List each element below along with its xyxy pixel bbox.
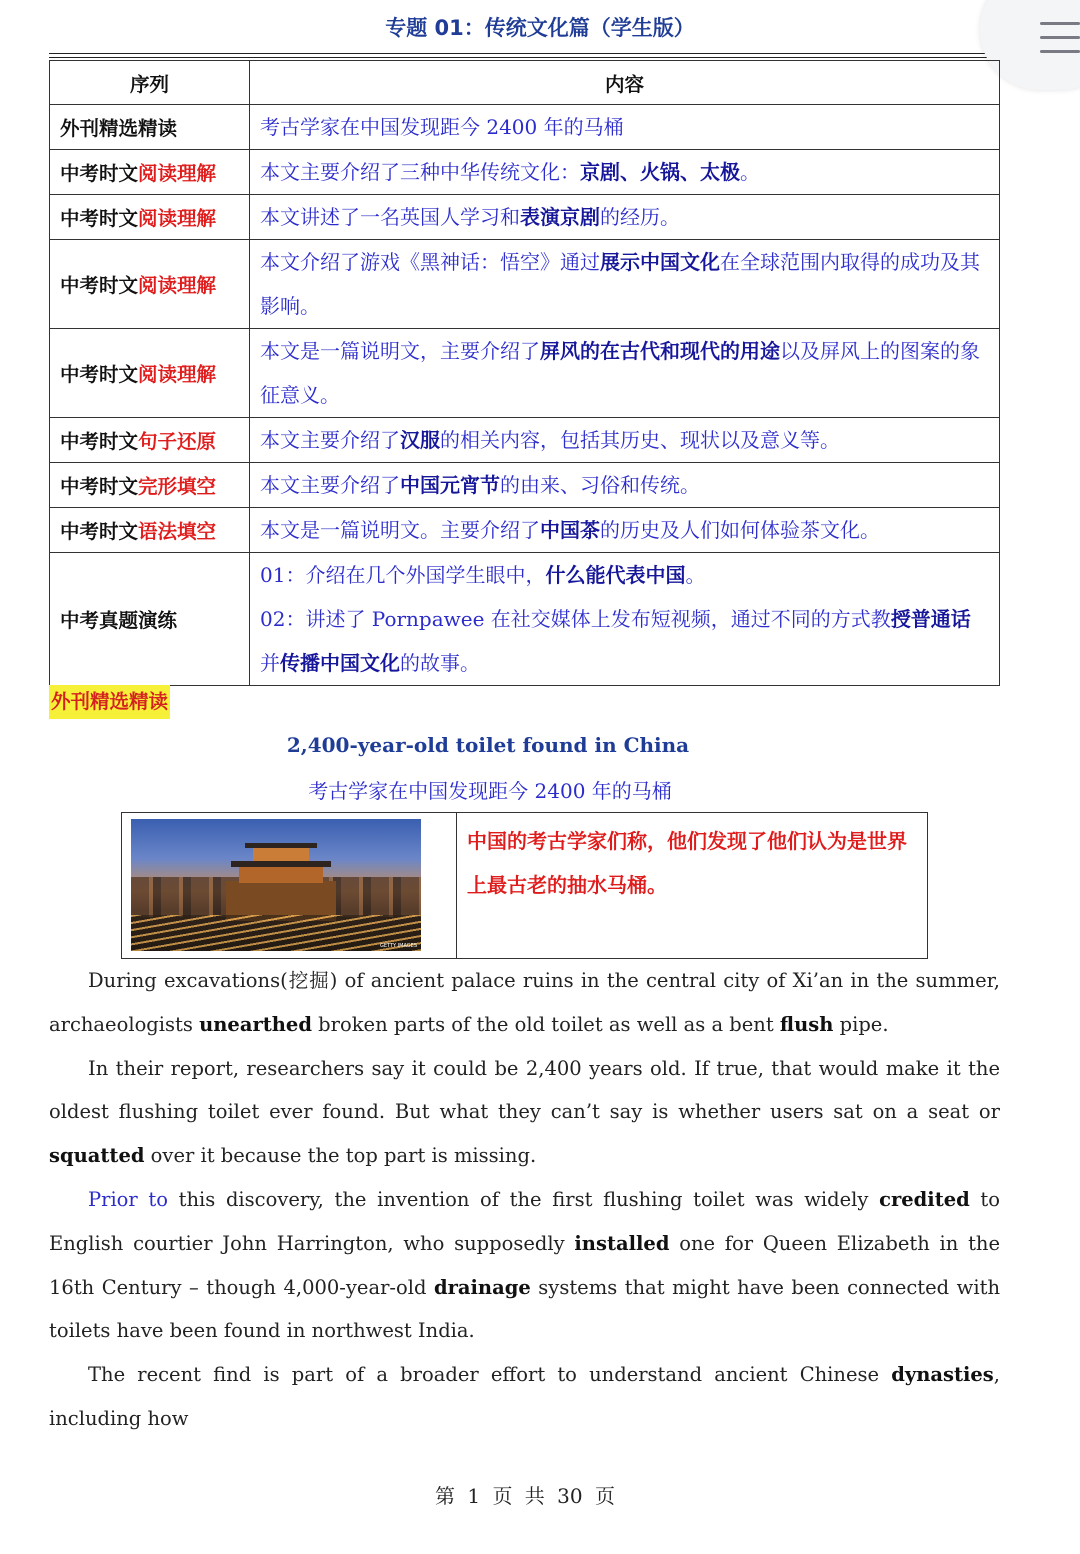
row-content — [250, 418, 1000, 463]
contents-table — [49, 60, 1000, 686]
content-text: 01：介绍在几个外国学生眼中， — [260, 563, 546, 587]
content-text: 本文是一篇说明文。主要介绍了 — [260, 518, 540, 542]
vocab-word: credited — [879, 1187, 970, 1211]
intro-summary: 中国的考古学家们称，他们发现了他们认为是世界上最古老的抽水马桶。 — [467, 829, 907, 897]
seq-label: 中考时文 — [60, 475, 139, 498]
article-paragraph — [49, 1353, 1000, 1441]
table-row — [50, 150, 1000, 195]
seq-label: 中考时文 — [60, 274, 139, 297]
table-row — [50, 418, 1000, 463]
content-text: 。 — [740, 160, 760, 184]
content-text: 的历史及人们如何体验茶文化。 — [600, 518, 880, 542]
content-keyword: 什么能代表中国 — [545, 563, 686, 587]
content-keyword: 传播中国文化 — [280, 651, 400, 675]
content-text: 本文讲述了一名英国人学习和 — [260, 205, 520, 229]
table-row — [50, 195, 1000, 240]
vocab-word: squatted — [49, 1144, 145, 1168]
table-row — [50, 508, 1000, 553]
row-content — [250, 553, 1000, 686]
content-text: 的由来、习俗和传统。 — [500, 473, 700, 497]
row-content — [250, 240, 1000, 329]
paragraph-text: pipe. — [833, 1012, 889, 1036]
content-keyword: 京剧、火锅、太极 — [580, 160, 740, 184]
table-row — [50, 553, 1000, 686]
row-seq — [50, 240, 250, 329]
seq-type: 阅读理解 — [138, 274, 217, 297]
vocab-word: flush — [779, 1012, 834, 1036]
article-paragraph — [49, 1178, 1000, 1353]
menu-icon — [1040, 22, 1080, 25]
table-row — [50, 105, 1000, 150]
title-rule — [49, 53, 989, 54]
content-text: 的相关内容，包括其历史、现状以及意义等。 — [440, 428, 840, 452]
content-line — [260, 553, 989, 597]
page-title: 专题 01：传统文化篇（学生版） — [385, 16, 695, 40]
seq-label: 中考时文 — [60, 430, 139, 453]
content-text: 本文主要介绍了 — [260, 428, 400, 452]
xian-bell-tower-photo — [131, 819, 421, 951]
title-rule — [49, 57, 989, 58]
content-text: 在全球范围内取得的成功及其影响。 — [260, 250, 980, 318]
row-seq — [50, 508, 250, 553]
content-text: 本文是一篇说明文，主要介绍了 — [260, 339, 540, 363]
section-tag: 外刊精选精读 — [49, 685, 170, 719]
paragraph-text: broken parts of the old toilet as well as a bent — [311, 1012, 780, 1036]
content-text: 考古学家在中国发现距今 2400 年的马桶 — [260, 115, 624, 139]
content-line — [260, 597, 989, 685]
column-header-content: 内容 — [250, 61, 1000, 105]
seq-label: 中考时文 — [60, 520, 139, 543]
paragraph-text: this discovery, the invention of the first flushing toilet was widely — [167, 1187, 880, 1211]
menu-icon — [1040, 36, 1080, 39]
content-text: 以及屏风上的图案的象征意义。 — [260, 339, 980, 407]
seq-type: 句子还原 — [138, 430, 217, 453]
row-content — [250, 329, 1000, 418]
paragraph-text: to English courtier John Harrington, who supposedly — [49, 1187, 1001, 1255]
article-paragraph — [49, 1047, 1000, 1178]
article-title-zh: 考古学家在中国发现距今 2400 年的马桶 — [308, 779, 672, 803]
vocab-word: dynasties — [891, 1363, 994, 1387]
content-text: 。 — [685, 563, 706, 587]
seq-label: 中考时文 — [60, 363, 139, 386]
seq-type: 完形填空 — [138, 475, 217, 498]
paragraph-text: systems that might have been connected with toilets have been found in northwest India. — [49, 1275, 1000, 1343]
row-seq — [50, 105, 250, 150]
row-seq — [50, 195, 250, 240]
photo-credit: GETTY IMAGES — [379, 943, 417, 949]
content-keyword: 中国元宵节 — [400, 473, 500, 497]
content-keyword: 表演京剧 — [520, 205, 600, 229]
content-keyword: 展示中国文化 — [600, 250, 720, 274]
seq-type: 阅读理解 — [138, 162, 217, 185]
seq-label: 中考时文 — [60, 207, 139, 230]
seq-label: 中考时文 — [60, 162, 139, 185]
content-text: 本文主要介绍了三种中华传统文化： — [260, 160, 580, 184]
article-paragraph — [49, 959, 1000, 1047]
seq-type: 阅读理解 — [138, 207, 217, 230]
row-seq — [50, 463, 250, 508]
article-title-en: 2,400-year-old toilet found in China — [286, 733, 690, 757]
paragraph-text: During excavations(挖掘) of ancient palace ruins in the central city of Xi’an in the summer, archaeologists — [49, 969, 1000, 1036]
paragraph-text: , including how — [49, 1363, 1000, 1430]
page-indicator: 第 1 页 共 30 页 — [435, 1484, 615, 1508]
content-keyword: 屏风的在古代和现代的用途 — [540, 339, 780, 363]
content-text: 的故事。 — [400, 651, 480, 675]
paragraph-text: one for Queen Elizabeth in the 16th Century – though 4,000-year-old — [49, 1231, 1000, 1299]
content-text: 02：讲述了 Pornpawee 在社交媒体上发布短视频，通过不同的方式教 — [260, 607, 891, 631]
content-text: 并 — [260, 651, 280, 675]
content-keyword: 中国茶 — [540, 518, 600, 542]
row-seq — [50, 418, 250, 463]
row-content — [250, 105, 1000, 150]
seq-label: 外刊精选精读 — [60, 117, 178, 140]
row-content — [250, 195, 1000, 240]
content-keyword: 汉服 — [400, 428, 440, 452]
seq-label: 中考真题演练 — [60, 609, 178, 632]
article-body — [49, 959, 1000, 1441]
intro-image-cell — [122, 813, 457, 958]
content-text: 本文介绍了游戏《黑神话：悟空》通过 — [260, 250, 600, 274]
table-row — [50, 240, 1000, 329]
paragraph-text: The recent find is part of a broader effort to understand ancient Chinese — [88, 1363, 892, 1387]
vocab-word: unearthed — [199, 1012, 312, 1036]
seq-type: 语法填空 — [138, 520, 217, 543]
row-seq — [50, 553, 250, 686]
content-keyword: 授普通话 — [890, 607, 971, 631]
seq-type: 阅读理解 — [138, 363, 217, 386]
vocab-phrase: Prior to — [88, 1187, 168, 1211]
content-text: 的经历。 — [600, 205, 680, 229]
row-content — [250, 150, 1000, 195]
table-row — [50, 329, 1000, 418]
row-seq — [50, 150, 250, 195]
intro-box — [121, 812, 928, 959]
paragraph-text: over it because the top part is missing. — [144, 1144, 537, 1168]
column-header-seq: 序列 — [50, 61, 250, 105]
table-row — [50, 463, 1000, 508]
menu-icon — [1040, 50, 1080, 53]
paragraph-text: In their report, researchers say it could be 2,400 years old. If true, that would make it the oldest flushing toilet ever found. But what they can’t say is whether users sat on a seat or — [49, 1056, 1000, 1124]
row-seq — [50, 329, 250, 418]
vocab-word: drainage — [433, 1275, 531, 1299]
vocab-word: installed — [574, 1231, 670, 1255]
row-content — [250, 463, 1000, 508]
row-content — [250, 508, 1000, 553]
content-text: 本文主要介绍了 — [260, 473, 400, 497]
